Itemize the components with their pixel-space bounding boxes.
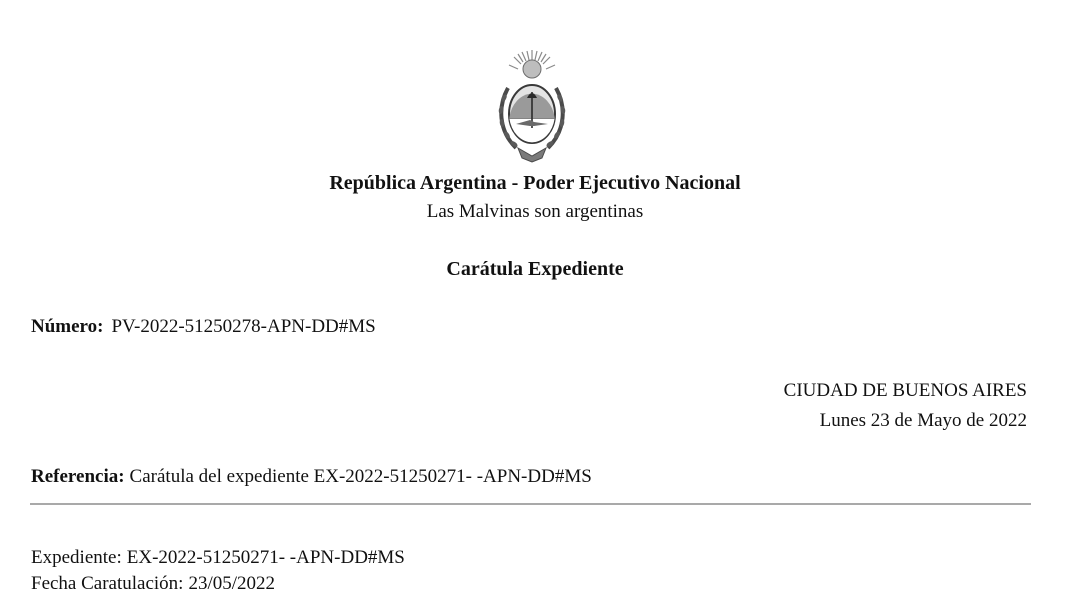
expediente-value: EX-2022-51250271- -APN-DD#MS: [126, 547, 405, 568]
referencia-value: Carátula del expediente EX-2022-51250271- -APN-DD#MS: [129, 466, 592, 487]
numero-label: Número:: [31, 316, 104, 337]
header-subtitle: Las Malvinas son argentinas: [426, 201, 644, 222]
fecha-value: 23/05/2022: [188, 573, 276, 594]
fecha-label: Fecha Caratulación:: [31, 573, 184, 594]
numero-value: PV-2022-51250278-APN-DD#MS: [111, 316, 376, 337]
expediente-label: Expediente:: [31, 547, 122, 568]
coat-of-arms-icon: [490, 48, 574, 168]
fecha-row: [31, 571, 405, 597]
section-divider: [30, 503, 1031, 505]
numero-field: [31, 314, 376, 340]
details-block: [31, 545, 405, 597]
place-date-block: [784, 376, 1027, 436]
expediente-row: [31, 545, 405, 571]
date-text: Lunes 23 de Mayo de 2022: [819, 410, 1027, 431]
referencia-field: [31, 464, 592, 490]
header-title: República Argentina - Poder Ejecutivo Nacional: [329, 172, 741, 194]
referencia-label: Referencia:: [31, 466, 125, 487]
city-text: CIUDAD DE BUENOS AIRES: [783, 380, 1027, 401]
document-title: Carátula Expediente: [446, 258, 624, 280]
